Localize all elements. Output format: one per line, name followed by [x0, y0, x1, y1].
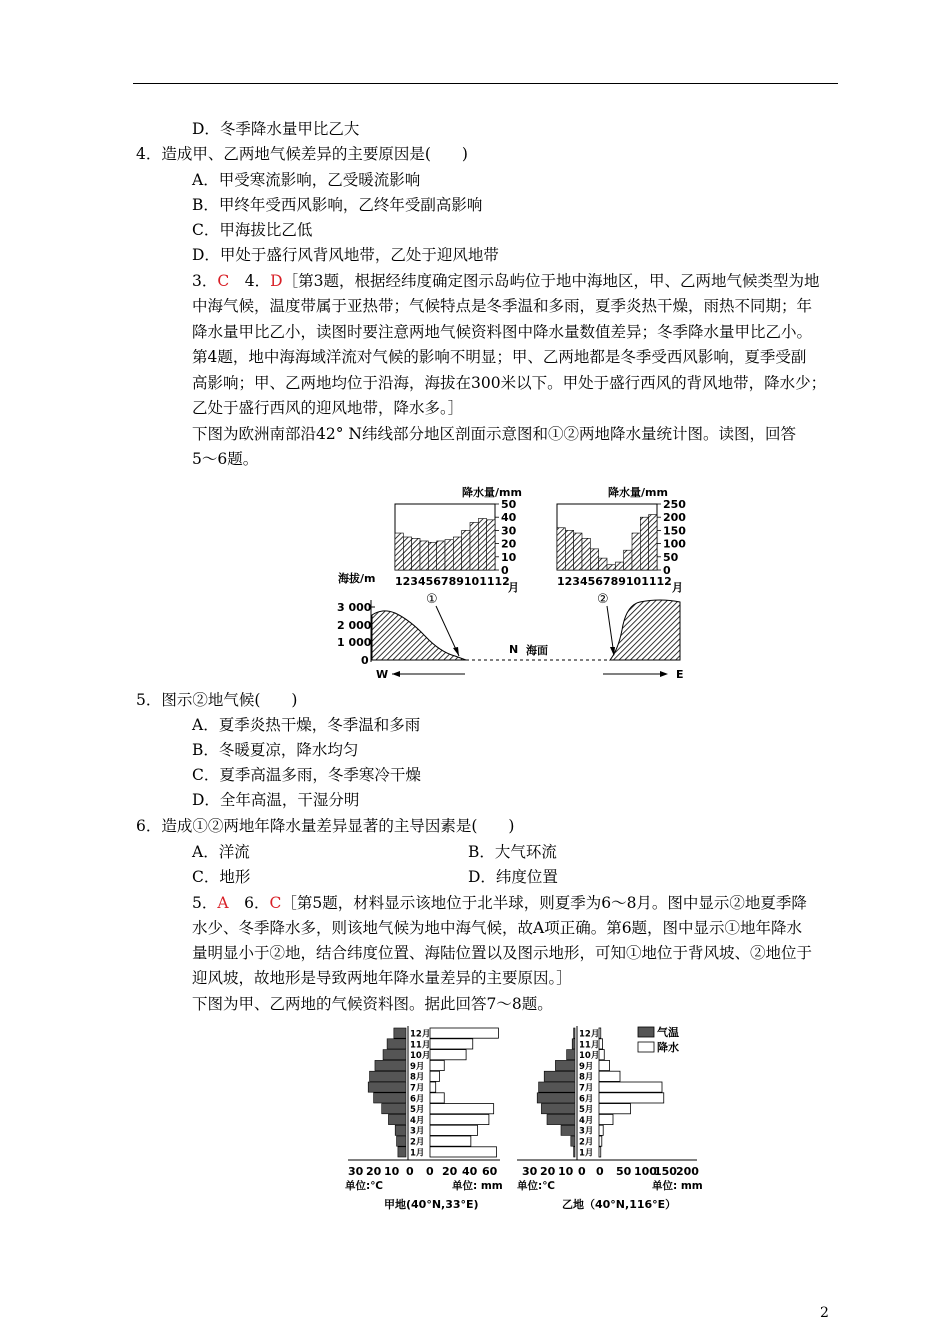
- month-label: 11月: [579, 1040, 600, 1051]
- jia-precip-tick: 0: [426, 1165, 434, 1178]
- option-a-q6: A．洋流: [192, 843, 250, 861]
- precip-bar: [462, 530, 470, 570]
- alt-tick-0: 0: [361, 654, 369, 667]
- precip-bar: [478, 519, 486, 570]
- precip-bar: [599, 1147, 601, 1157]
- precip-tick: 30: [501, 524, 517, 538]
- temp-bar: [541, 1104, 575, 1114]
- temp-bar: [574, 1028, 575, 1038]
- yi-unit-temp: 单位:℃: [517, 1180, 555, 1192]
- precip-tick: 0: [663, 564, 671, 577]
- option-a-q4: A．甲受寒流影响，乙受暖流影响: [192, 171, 421, 189]
- option-c-q6: C．地形: [192, 868, 251, 886]
- alt-tick-1000: 1 000: [337, 636, 372, 649]
- west-label: W: [376, 668, 389, 681]
- temp-bar: [383, 1050, 406, 1060]
- intro-5-6-cont: 5～6题。: [192, 450, 259, 468]
- precip-bar: [430, 1093, 444, 1103]
- temp-bar: [388, 1114, 406, 1124]
- month-label: 8月: [579, 1072, 594, 1083]
- month-label: 3月: [410, 1126, 425, 1137]
- jia-temp-tick: 30: [348, 1165, 364, 1178]
- temp-bar: [382, 1104, 406, 1114]
- precip-bar: [445, 540, 453, 570]
- explanation-line: 高影响；甲、乙两地均位于沿海，海拔在300米以下。甲处于盛行西风的背风地带，降水少；: [192, 374, 827, 392]
- option-a-q5: A．夏季炎热干燥，冬季温和多雨: [192, 716, 421, 734]
- precip-bar: [430, 1082, 436, 1092]
- chart1-month-unit: 月: [508, 581, 519, 594]
- precip-tick: 40: [501, 511, 517, 525]
- jia-climate-chart: [368, 1026, 498, 1160]
- precip-bar: [487, 520, 495, 570]
- chart1-months: 123456789101112: [395, 575, 510, 588]
- yi-precip-tick: 0: [596, 1165, 604, 1178]
- precip-bar: [599, 1071, 620, 1081]
- yi-temp-tick: 0: [578, 1165, 586, 1178]
- alt-tick-2000: 2 000: [337, 619, 372, 632]
- precip-bar: [430, 1050, 466, 1060]
- temp-bar: [375, 1060, 406, 1070]
- precip-bar: [649, 515, 657, 570]
- precip-bar: [470, 522, 478, 570]
- precip-bar: [430, 1028, 498, 1038]
- explanation-line: 中海气候，温度带属于亚热带；气候特点是冬季温和多雨，夏季炎热干燥，雨热不同期；年: [192, 297, 813, 315]
- option-d-q4: D．甲处于盛行风背风地带，乙处于迎风地带: [192, 246, 499, 264]
- month-label: 12月: [410, 1029, 431, 1040]
- precip-bar: [395, 533, 403, 570]
- temp-bar: [387, 1039, 406, 1049]
- east-label: E: [676, 668, 684, 681]
- temp-bar: [537, 1093, 575, 1103]
- jia-precip-tick: 20: [442, 1165, 458, 1178]
- precip-bar: [557, 528, 565, 570]
- month-label: 10月: [410, 1051, 431, 1062]
- precip-bar: [430, 1104, 494, 1114]
- month-label: 3月: [579, 1126, 594, 1137]
- jia-unit-temp: 单位:℃: [345, 1180, 383, 1192]
- yi-temp-tick: 10: [558, 1165, 574, 1178]
- temp-bar: [572, 1039, 575, 1049]
- month-label: 11月: [410, 1040, 431, 1051]
- temp-bar: [547, 1114, 575, 1124]
- precip-bar: [430, 1060, 444, 1070]
- precip-tick: 200: [663, 511, 686, 525]
- precip-bar: [599, 1050, 604, 1060]
- legend-precip-label: 降水: [657, 1041, 679, 1054]
- month-label: 12月: [579, 1029, 600, 1040]
- precip-bar: [403, 537, 411, 570]
- precip-bar: [599, 1082, 662, 1092]
- legend-temp-swatch: [638, 1027, 654, 1037]
- month-label: 2月: [410, 1137, 425, 1148]
- answer-4: D: [270, 272, 283, 290]
- explanation-line: 第4题，地中海海域洋流对气候的影响不明显；甲、乙两地都是冬季受西风影响，夏季受副: [192, 348, 807, 366]
- yi-temp-tick: 30: [522, 1165, 538, 1178]
- temp-bar: [539, 1082, 575, 1092]
- precip-bar: [430, 1136, 471, 1146]
- precip-bar: [430, 1147, 497, 1157]
- legend-precip-swatch: [638, 1042, 654, 1052]
- chart1-title: 降水量/mm: [462, 486, 522, 499]
- temp-bar: [544, 1071, 575, 1081]
- yi-temp-tick: 20: [540, 1165, 556, 1178]
- precip-bar: [430, 1071, 440, 1081]
- month-label: 9月: [410, 1061, 425, 1072]
- precip-bar: [632, 533, 640, 570]
- month-label: 7月: [579, 1083, 594, 1094]
- temp-bar: [555, 1060, 575, 1070]
- precip-tick: 100: [663, 537, 686, 551]
- sea-label: 海面: [526, 644, 548, 657]
- yi-precip-tick: 100: [634, 1165, 657, 1178]
- point-2-label: ②: [597, 592, 609, 607]
- month-label: 7月: [410, 1083, 425, 1094]
- month-label: 2月: [579, 1137, 594, 1148]
- precip-bar: [565, 530, 573, 570]
- page-number: 2: [820, 1305, 829, 1321]
- chart2-bars: [557, 515, 657, 570]
- precip-bar: [420, 541, 428, 570]
- month-label: 1月: [410, 1148, 425, 1159]
- header-rule: [133, 83, 838, 84]
- explanation-line: 水少、冬季降水多，则该地气候为地中海气候，故A项正确。第6题，图中显示①地年降水: [192, 919, 803, 937]
- option-c-q5: C．夏季高温多雨，冬季寒冷干燥: [192, 766, 421, 784]
- chart2-months: 123456789101112: [557, 575, 672, 588]
- intro-5-6: 下图为欧洲南部沿42° N纬线部分地区剖面示意图和①②两地降水量统计图。读图，回答: [192, 425, 796, 443]
- question-6: 6．造成①②两地年降水量差异显著的主导因素是( ): [136, 817, 515, 835]
- option-b-q5: B．冬暖夏凉，降水均匀: [192, 741, 359, 759]
- precip-bar: [599, 1114, 613, 1124]
- precip-bar: [599, 1104, 631, 1114]
- explanation-line: 乙处于盛行西风的迎风地带，降水多。］: [192, 399, 464, 417]
- jia-precip-tick: 40: [462, 1165, 478, 1178]
- point-1-label: ①: [426, 592, 438, 607]
- explanation-line: 量明显小于②地，结合纬度位置、海陆位置以及图示地形，可知①地位于背风坡、②地位于: [192, 944, 813, 962]
- jia-unit-mm: 单位: mm: [452, 1180, 503, 1192]
- precip-bar: [453, 537, 461, 570]
- month-label: 5月: [579, 1105, 594, 1116]
- answer-3-4: 3．C 4．D［第3题，根据经纬度确定图示岛屿位于地中海地区，甲、乙两地气候类型为地: [192, 272, 820, 290]
- precip-bar: [599, 1060, 610, 1070]
- precip-bar: [599, 1125, 603, 1135]
- precip-bar: [430, 1039, 473, 1049]
- chart2-title: 降水量/mm: [608, 486, 668, 499]
- temp-bar: [374, 1093, 406, 1103]
- precip-bar: [599, 1039, 603, 1049]
- question-4: 4．造成甲、乙两地气候差异的主要原因是( ): [136, 145, 468, 163]
- jia-caption: 甲地(40°N,33°E): [384, 1198, 479, 1211]
- temp-bar: [574, 1147, 575, 1157]
- precip-tick: 0: [501, 564, 509, 577]
- profile-figure: [330, 478, 700, 683]
- question-5: 5．图示②地气候( ): [136, 691, 298, 709]
- precip-bar: [582, 538, 590, 570]
- month-label: 8月: [410, 1072, 425, 1083]
- precip-tick: 10: [501, 550, 517, 564]
- explanation-line: 降水量甲比乙小，读图时要注意两地气候资料图中降水量数值差异；冬季降水量甲比乙小。: [192, 323, 813, 341]
- chart1-ticks: [495, 498, 517, 577]
- explanation-line: 迎风坡，故地形是导致两地年降水量差异的主要原因。］: [192, 969, 572, 987]
- precip-bar: [607, 565, 615, 570]
- precip-bar: [599, 558, 607, 570]
- yi-precip-tick: 50: [616, 1165, 632, 1178]
- option-b-q4: B．甲终年受西风影响，乙终年受副高影响: [192, 196, 483, 214]
- month-label: 5月: [410, 1105, 425, 1116]
- answer-5: A: [217, 894, 229, 912]
- precip-tick: 250: [663, 498, 686, 511]
- jia-temp-tick: 20: [366, 1165, 382, 1178]
- west-terrain: [372, 611, 466, 660]
- precip-bar: [428, 542, 436, 570]
- temp-bar: [567, 1050, 575, 1060]
- month-label: 4月: [579, 1115, 594, 1126]
- precip-bar: [624, 550, 632, 570]
- east-terrain: [610, 600, 680, 660]
- jia-temp-tick: 0: [406, 1165, 414, 1178]
- precip-bar: [615, 562, 623, 570]
- precip-bar: [574, 533, 582, 570]
- temp-bar: [394, 1028, 406, 1038]
- option-d-q3: D．冬季降水量甲比乙大: [192, 120, 360, 138]
- option-d-q6: D．纬度位置: [468, 868, 558, 886]
- precip-bar: [640, 517, 648, 570]
- month-label: 9月: [579, 1061, 594, 1072]
- option-d-q5: D．全年高温，干湿分明: [192, 791, 360, 809]
- precip-bar: [412, 538, 420, 570]
- answer-6: C: [269, 894, 282, 912]
- month-label: 6月: [410, 1094, 425, 1105]
- chart1-bars: [395, 519, 495, 570]
- jia-temp-tick: 10: [384, 1165, 400, 1178]
- chart2-month-unit: 月: [672, 581, 683, 594]
- answer-3: C: [217, 272, 230, 290]
- precip-bar: [430, 1125, 478, 1135]
- altitude-label: 海拔/m: [338, 572, 376, 585]
- intro-7-8: 下图为甲、乙两地的气候资料图。据此回答7～8题。: [192, 995, 553, 1013]
- yi-precip-tick: 200: [676, 1165, 699, 1178]
- precip-tick: 150: [663, 524, 686, 538]
- answer-5-6: 5．A 6．C［第5题，材料显示该地位于北半球，则夏季为6～8月。图中显示②地夏季降: [192, 894, 807, 912]
- n-label: N: [509, 643, 519, 656]
- jia-precip-tick: 60: [482, 1165, 498, 1178]
- precip-bar: [599, 1093, 664, 1103]
- month-label: 4月: [410, 1115, 425, 1126]
- option-c-q4: C．甲海拔比乙低: [192, 221, 313, 239]
- temp-bar: [397, 1136, 406, 1146]
- month-label: 6月: [579, 1094, 594, 1105]
- yi-unit-mm: 单位: mm: [652, 1180, 703, 1192]
- climate-figure: [330, 1018, 710, 1218]
- precip-tick: 20: [501, 537, 517, 551]
- precip-bar: [430, 1114, 489, 1124]
- month-label: 1月: [579, 1148, 594, 1159]
- alt-tick-3000: 3 000: [337, 601, 372, 614]
- option-b-q6: B．大气环流: [468, 843, 557, 861]
- precip-bar: [590, 549, 598, 570]
- temp-bar: [571, 1136, 575, 1146]
- precip-tick: 50: [501, 498, 517, 511]
- precip-tick: 50: [663, 550, 679, 564]
- temp-bar: [561, 1125, 575, 1135]
- yi-caption: 乙地（40°N,116°E）: [562, 1198, 677, 1211]
- temp-bar: [395, 1125, 406, 1135]
- month-label: 10月: [579, 1051, 600, 1062]
- precip-bar: [599, 1136, 602, 1146]
- legend-temp-label: 气温: [657, 1026, 679, 1039]
- temp-bar: [370, 1071, 406, 1081]
- yi-precip-tick: 150: [654, 1165, 677, 1178]
- precip-bar: [437, 541, 445, 570]
- temp-bar: [398, 1147, 406, 1157]
- chart2-ticks: [657, 498, 686, 577]
- temp-bar: [368, 1082, 406, 1092]
